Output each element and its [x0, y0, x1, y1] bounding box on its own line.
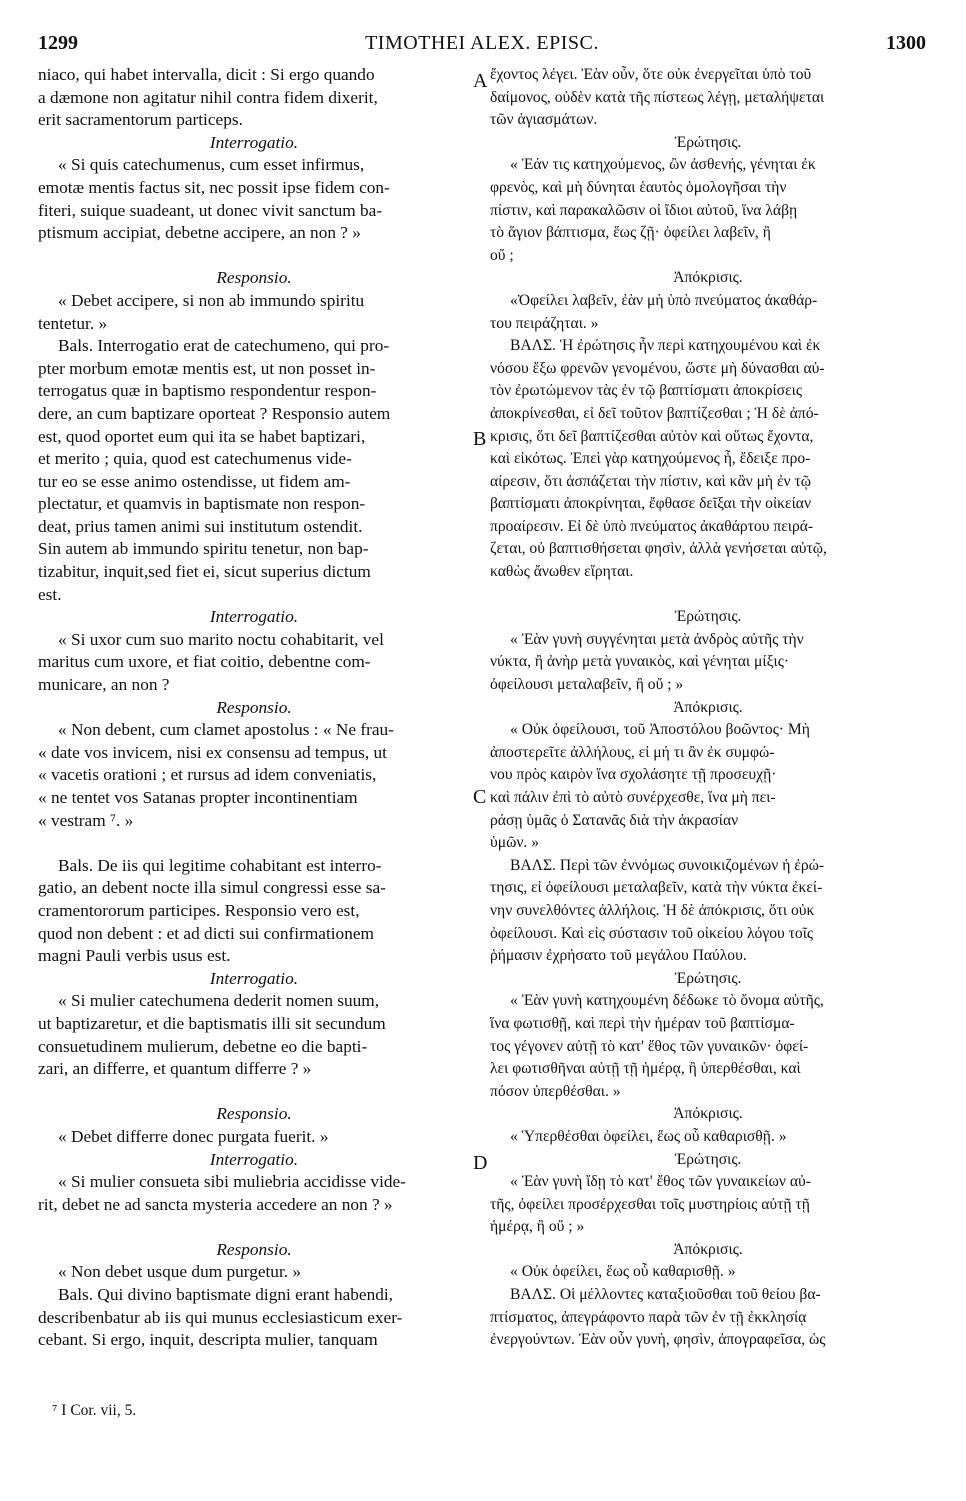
latin-text-line: « Debet differre donec purgata fuerit. »: [58, 1126, 329, 1146]
latin-text-line: a dæmone non agitatur nihil contra fidem dixerit,: [38, 87, 378, 107]
latin-text-line: ut baptizaretur, et die baptismatis illi sit secundum: [38, 1013, 386, 1033]
latin-column: [38, 64, 470, 1352]
latin-text-line: « vacetis orationi ; et rursus ad idem conveniatis,: [38, 765, 377, 785]
latin-text-line: Interrogatio.: [209, 132, 299, 152]
greek-text-line: ζεται, οὐ βαπτισθήσεται φησὶν, ἀλλὰ γενήσεται αὐτῷ,: [490, 540, 827, 558]
latin-text-line: Responsio.: [216, 1239, 292, 1259]
greek-text-line: τησις, εἰ ὀφείλουσι μεταλαβεῖν, κατὰ τὴν νύκτα ἐκεί-: [490, 879, 823, 897]
greek-text-line: ἡμέρᾳ, ἢ οὔ ; »: [490, 1218, 585, 1236]
greek-text-line: δαίμονος, οὐδὲν κατὰ τῆς πίστεως λέγῃ, μεταλήψεται: [490, 88, 825, 106]
latin-text-line: [38, 832, 470, 855]
greek-text-line: « Ἐάν τις κατηχούμενος, ὢν ἀσθενής, γένηται ἐκ: [510, 156, 816, 174]
greek-text-line: Ἐρώτησις.: [674, 969, 742, 987]
latin-text-line: consuetudinem mulierum, debetne eo die bapti-: [38, 1036, 368, 1056]
greek-text-line: « Ἐὰν γυνὴ ἴδῃ τὸ κατ' ἔθος τῶν γυναικείων αὐ-: [510, 1173, 811, 1191]
greek-text-line: αίρεσιν, ὅτι ἀσπάζεται τὴν πίστιν, καὶ κἂν μὴ ἐν τῷ: [490, 472, 812, 490]
greek-text-line: ὀφείλουσι μεταλαβεῖν, ἢ οὔ ; »: [490, 676, 684, 694]
latin-text-line: et merito ; quia, quod est catechumenus vide-: [38, 449, 352, 469]
latin-text-line: Interrogatio.: [209, 1149, 299, 1169]
greek-text-line: Ἀπόκρισις.: [673, 1105, 743, 1123]
latin-text-line: « Si quis catechumenus, cum esset infirmus,: [58, 155, 365, 175]
greek-text-line: ἵνα φωτισθῇ, καὶ περὶ τὴν ἡμέραν τοῦ βαπτίσμα-: [490, 1014, 795, 1032]
greek-text-line: ὀφείλουσι. Καὶ εἰς σύστασιν τοῦ οἰκείου λόγου τοῖς: [490, 924, 814, 942]
latin-text-line: erit sacramentorum particeps.: [38, 110, 243, 130]
latin-text-line: cramentororum participes. Responsio vero est,: [38, 900, 360, 920]
latin-text-line: Responsio.: [216, 697, 292, 717]
latin-text-line: Bals. Interrogatio erat de catechumeno, qui pro-: [58, 336, 390, 356]
greek-text-line: λει φωτισθῆναι αὐτῇ τῇ ἡμέρᾳ, ἢ ὑπερθέσθαι, καὶ: [490, 1060, 801, 1078]
latin-text-line: Sin autem ab immundo spiritu tenetur, non bap-: [38, 539, 369, 559]
greek-text-line: νην συνελθόντες ἀλλήλοις. Ἡ δὲ ἀπόκρισις, ὅτι οὐκ: [490, 901, 815, 919]
latin-text-line: [38, 245, 470, 268]
greek-text-line: οὔ ;: [490, 246, 514, 264]
latin-text-line: est, quod oportet eum qui ita se habet baptizari,: [38, 426, 366, 446]
greek-text-line: ἀποστερεῖτε ἀλλήλους, εἰ μή τι ἂν ἐκ συμφώ-: [490, 743, 775, 761]
latin-text-line: Responsio.: [216, 1104, 292, 1124]
greek-column: [490, 64, 926, 1352]
greek-text-line: ΒΑΛΣ. Ἡ ἐρώτησις ἦν περὶ κατηχουμένου καὶ ἐκ: [510, 337, 821, 355]
latin-text-line: maritus cum uxore, et fiat coitio, debentne com-: [38, 652, 371, 672]
greek-text-line: καθὼς ἄνωθεν εἴρηται.: [490, 563, 634, 581]
latin-text-line: est.: [38, 584, 62, 604]
latin-text-line: tizabitur, inquit,sed fiet ei, sicut superius dictum: [38, 562, 371, 582]
latin-text-line: [38, 1216, 470, 1239]
latin-text-line: « Si mulier consueta sibi muliebria accidisse vide-: [58, 1172, 406, 1192]
greek-text-line: προαίρεσιν. Εἰ δὲ ὑπὸ πνεύματος ἀκαθάρτου πειρά-: [490, 517, 814, 535]
latin-text-line: « ne tentet vos Satanas propter incontinentiam: [38, 788, 358, 807]
greek-text-line: « Οὐκ ὀφείλουσι, τοῦ Ἀποστόλου βοῶντος· Μὴ: [510, 721, 810, 739]
greek-text-line: νόσου ἔξω φρενῶν γενομένου, ὥστε μὴ δύνασθαι αὐ-: [490, 359, 825, 377]
greek-text-line: τὸ ἅγιον βάπτισμα, ἕως ζῇ· ὀφείλει λαβεῖν, ἢ: [490, 224, 771, 242]
latin-text-line: « Non debent, cum clamet apostolus : « Ne frau-: [58, 720, 394, 740]
greek-text-line: τῆς, ὀφείλει προσέρχεσθαι τοῖς μυστηρίοις αὐτῇ τῇ: [490, 1195, 810, 1213]
latin-text-line: tur eo se esse animo ostendisse, ut fidem am-: [38, 471, 351, 491]
latin-text-line: terrogatus quæ in baptismo respondentur respon-: [38, 381, 377, 401]
greek-text-line: πόσον ὑπερθέσθαι. »: [490, 1082, 621, 1100]
margin-marker-a: A: [473, 70, 488, 92]
latin-text-line: fiteri, suique suadeant, ut donec vivit sanctum ba-: [38, 200, 383, 220]
margin-marker-c: C: [473, 786, 487, 808]
greek-text-line: [490, 584, 926, 607]
greek-text-line: τος γέγονεν αὐτῇ τὸ κατ' ἔθος τῶν γυναικῶν· ὀφεί-: [490, 1037, 809, 1055]
greek-text-line: καὶ πάλιν ἐπὶ τὸ αὐτὸ συνέρχεσθε, ἵνα μὴ πει-: [490, 789, 776, 806]
latin-text-line: ptismum accipiat, debetne accipere, an non ? »: [38, 223, 361, 243]
page-number-left: 1299: [38, 32, 78, 54]
greek-text-line: « Οὐκ ὀφείλει, ἕως οὗ καθαρισθῇ. »: [510, 1263, 736, 1281]
latin-text-line: [38, 1081, 470, 1104]
latin-text-line: gatio, an debent nocte illa simul congressi esse sa-: [38, 878, 386, 898]
latin-text-line: « vestram ⁷. »: [38, 810, 134, 830]
latin-text-line: zari, an differre, et quantum differre ? »: [38, 1059, 312, 1079]
greek-text-line: φρενὸς, καὶ μὴ δύνηται ἑαυτὸς ὁμολογῆσαι τὴν: [490, 178, 787, 196]
latin-text-line: « Debet accipere, si non ab immundo spiritu: [58, 290, 365, 310]
margin-marker-b: B: [473, 428, 487, 450]
latin-text-line: rit, debet ne ad sancta mysteria accedere an non ? »: [38, 1194, 393, 1214]
latin-text-line: dere, an cum baptizare oporteat ? Responsio autem: [38, 403, 391, 423]
greek-text-line: ἔχοντος λέγει. Ἐὰν οὖν, ὅτε οὐκ ἐνεργεῖται ὑπὸ τοῦ: [490, 66, 812, 83]
latin-text-line: emotæ mentis factus sit, nec possit ipse fidem con-: [38, 177, 390, 197]
latin-text-line: municare, an non ?: [38, 675, 170, 695]
greek-text-line: βαπτίσματι ἀποκρίνηται, ἔφθασε δεῖξαι τὴν οἰκείαν: [490, 495, 811, 513]
latin-text-line: « Non debet usque dum purgetur. »: [58, 1262, 302, 1282]
greek-text-line: κρισις, ὅτι δεῖ βαπτίζεσθαι αὐτὸν καὶ οὕτως ἔχοντα,: [490, 427, 814, 445]
latin-text-line: Interrogatio.: [209, 968, 299, 988]
greek-text-line: ὑμῶν. »: [490, 834, 539, 852]
page-number-right: 1300: [886, 32, 926, 54]
latin-text-line: niaco, qui habet intervalla, dicit : Si ergo quando: [38, 65, 375, 84]
latin-text-line: Bals. De iis qui legitime cohabitant est interro-: [58, 855, 382, 875]
greek-text-line: πίστιν, καὶ παρακαλῶσιν οἱ ἴδιοι αὐτοῦ, ἵνα λάβῃ: [490, 201, 798, 219]
greek-text-line: Ἐρώτησις.: [674, 608, 742, 626]
latin-text-line: Responsio.: [216, 268, 292, 288]
greek-text-line: « Ἐὰν γυνὴ κατηχουμένη δέδωκε τὸ ὄνομα αὐτῆς,: [510, 992, 824, 1010]
latin-text-line: « date vos invicem, nisi ex consensu ad tempus, ut: [38, 742, 387, 762]
latin-text-line: magni Pauli verbis usus est.: [38, 946, 231, 966]
latin-text-line: plectatur, et quamvis in baptismate non respon-: [38, 494, 366, 514]
greek-text-line: ΒΑΛΣ. Περὶ τῶν ἐννόμως συνοικιζομένων ἡ ἐρώ-: [510, 856, 825, 874]
greek-text-line: τὸν ἐρωτώμενον τὰς ἐν τῷ βαπτίσματι ἀποκρίσεις: [490, 382, 803, 400]
latin-text-line: deat, prius tamen animi sui institutum ostendit.: [38, 516, 363, 536]
latin-text-line: « Si uxor cum suo marito noctu cohabitarit, vel: [58, 629, 384, 649]
greek-text-line: Ἀπόκρισις.: [673, 1240, 743, 1258]
latin-text-line: Interrogatio.: [209, 607, 299, 627]
page-header: [38, 32, 926, 60]
greek-text-line: ἐνεργούντων. Ἐὰν οὖν γυνὴ, φησὶν, ἀπογραφεῖσα, ὡς: [490, 1331, 826, 1349]
latin-text-line: « Si mulier catechumena dederit nomen suum,: [58, 991, 380, 1011]
running-title: TIMOTHEI ALEX. EPISC.: [365, 32, 599, 54]
greek-text-line: « Ὑπερθέσθαι ὀφείλει, ἕως οὗ καθαρισθῇ. »: [510, 1127, 787, 1145]
greek-text-line: του πειράζηται. »: [490, 314, 599, 332]
latin-text-line: quod non debent : et ad dicti sui confirmationem: [38, 923, 374, 943]
greek-text-line: ράσῃ ὑμᾶς ὁ Σατανᾶς διὰ τὴν ἀκρασίαν: [490, 811, 739, 829]
latin-text-line: describenbatur ab iis qui munus ecclesiasticum exer-: [38, 1307, 403, 1327]
greek-text-line: ἀποκρίνεσθαι, εἰ δεῖ τοῦτον βαπτίζεσθαι ; Ἡ δὲ ἀπό-: [490, 404, 819, 422]
greek-text-line: νου πρὸς καιρὸν ἵνα σχολάσητε τῇ προσευχῇ·: [490, 766, 777, 784]
greek-text-line: ῥήμασιν ἐχρήσατο τοῦ μεγάλου Παύλου.: [490, 947, 747, 965]
footnote: ⁷ I Cor. vii, 5.: [52, 1402, 137, 1419]
margin-marker-d: D: [473, 1152, 488, 1174]
greek-text-line: Ἀπόκρισις.: [673, 269, 743, 287]
greek-text-line: Ἐρώτησις.: [674, 1150, 742, 1168]
greek-text-line: καὶ εἰκότως. Ἐπεὶ γὰρ κατηχούμενος ἦ, ἔδειξε προ-: [490, 450, 811, 468]
greek-text-line: « Ἐὰν γυνὴ συγγένηται μετὰ ἀνδρὸς αὐτῆς τὴν: [510, 630, 804, 648]
greek-text-line: ΒΑΛΣ. Οἱ μέλλοντες καταξιοῦσθαι τοῦ θείου βα-: [510, 1286, 821, 1304]
greek-text-line: Ἐρώτησις.: [674, 133, 742, 151]
latin-text-line: Bals. Qui divino baptismate digni erant habendi,: [58, 1285, 394, 1305]
latin-text-line: tentetur. »: [38, 313, 108, 333]
greek-text-line: πτίσματος, ἀπεγράφοντο παρὰ τῶν ἐν τῇ ἐκκλησίᾳ: [490, 1308, 807, 1326]
greek-text-line: «Ὀφείλει λαβεῖν, ἐὰν μὴ ὑπὸ πνεύματος ἀκαθάρ-: [510, 291, 818, 309]
greek-text-line: τῶν ἁγιασμάτων.: [490, 111, 598, 129]
latin-text-line: cebant. Si ergo, inquit, descripta mulier, tanquam: [38, 1330, 378, 1350]
greek-text-line: νύκτα, ἢ ἀνὴρ μετὰ γυναικὸς, καὶ γένηται μίξις·: [490, 653, 790, 671]
greek-text-line: Ἀπόκρισις.: [673, 698, 743, 716]
latin-text-line: pter morbum emotæ mentis est, ut non posset in-: [38, 358, 376, 378]
